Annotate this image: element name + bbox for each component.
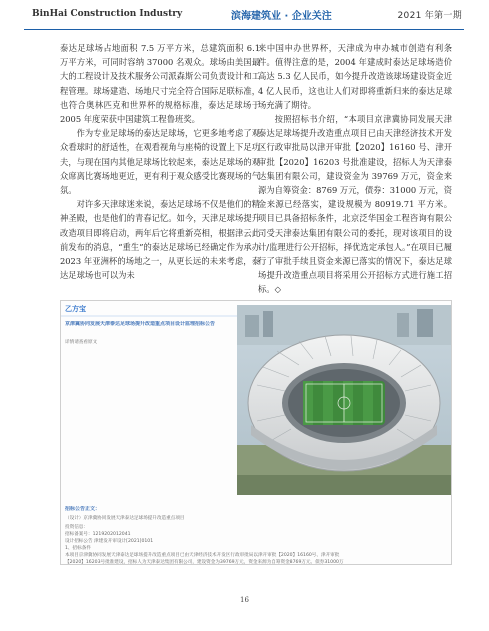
doc-line: （设计）京津冀协同发展天津泰达足球场提升改造重点项目: [65, 516, 185, 521]
doc-line: 本项目京津冀协同发展天津泰达足球场提升改造重点项目已由天津经济技术开发区行政审批局以津开审批【2020】16160号、津开审批: [65, 553, 340, 558]
paragraph: 对许多天津球迷来说，泰达足球场不仅是他们的精神圣殿，也是他们的青春记忆。如今，天津足球场提升改造项目即将启动，两年后它将重新亮相，根据津云此前发布的消息，“重生”的泰达足球场已经确定作为承办 2023 年亚洲杯的场地之一，从更长远的未来考虑，泰达足球场也可以为未: [60, 199, 260, 281]
doc-line: 招标备案号：1219202012041: [65, 532, 131, 537]
paragraph: 按照招标书介绍，“本项目京津冀协同发展天津泰达足球场提升改造重点项目已由天津经济技术开发区行政审批局以津开审批【2020】16160 号、津开审批【2020】16203 号批准建设，招标人为天津泰达集团有限公司，建设资金为 39769 万元，资金来源为自筹资金：8769 万元，债券：31000 万元，资金来源已经落实，建设规模为 80919.71 平方米。项目已具备招标条件，北京泛华国金工程咨询有限公司受天津泰达集团有限公司的委托，现对该项目的设计/监理进行公开招标，择优选定承包人。”在项目已履行了审批手续且资金来源已落实的情况下，泰达足球场提升改造重点项目将采用公开招标方式进行施工招标。◇: [258, 114, 452, 295]
paragraph: 泰达足球场占地面积 7.5 万平方米，总建筑面积 6.1 万平方米，可同时容纳 37000 名观众。球场由美国最大的工程设计及技术服务公司派森斯公司负责设计和工程管理。球场建造、场地尺寸完全符合国际足联标准，也符合奥林匹克和世界杯的规格标准，泰达足球场于 2005 年度荣获中国建筑工程鲁班奖。: [60, 43, 260, 125]
page-header: [24, 0, 464, 30]
issue-label: 2021 年第一期: [397, 11, 462, 21]
doc-line: 投资信息：: [65, 525, 88, 530]
doc-line: 详情请查看原文: [65, 340, 98, 345]
paragraph: 作为专业足球场的泰达足球场，它更多地考虑了观众看球时的舒适性，在观看视角与座椅的设置上下足功夫，与现在国内其他足球场比较起来，泰达足球场的观众席离比赛场地更近，更有利于观众感受比赛现场的气氛。: [60, 128, 260, 196]
article-left-column: [60, 41, 260, 282]
article-right-column: [258, 41, 452, 297]
column-title: 滨海建筑业 · 企业关注: [231, 11, 332, 22]
doc-line: 【2020】16203号批准建设，招标人为天津泰达集团有限公司，建设资金为39769万元，资金来源为自筹资金8769万元、债券31000万: [65, 560, 344, 565]
doc-line: 1、招标条件: [65, 546, 91, 551]
stadium-aerial-photo: [237, 305, 451, 495]
notice-section-heading: 招标公告正文：: [65, 506, 101, 512]
tender-notice-figure: [60, 300, 452, 565]
paragraph: 来中国申办世界杯，天津成为申办城市创造有利条件。值得注意的是，2004 年建成时泰达足球场造价高达 5.3 亿人民币，如今提升改造该球场建设资金近 4 亿人民币，这也让人们对即将重新归来的泰达足球场充满了期待。: [258, 43, 452, 110]
platform-logo: 乙方宝: [65, 305, 86, 313]
doc-line: 设计招标公告 津建发开审设计[2021]0101: [65, 539, 154, 544]
notice-title: 京津冀协同发展天津泰达足球场提升改造重点项目设计监理招标公告: [65, 321, 216, 327]
page-number: 16: [240, 596, 249, 604]
publication-name: BinHai Construction Industry: [32, 9, 183, 19]
